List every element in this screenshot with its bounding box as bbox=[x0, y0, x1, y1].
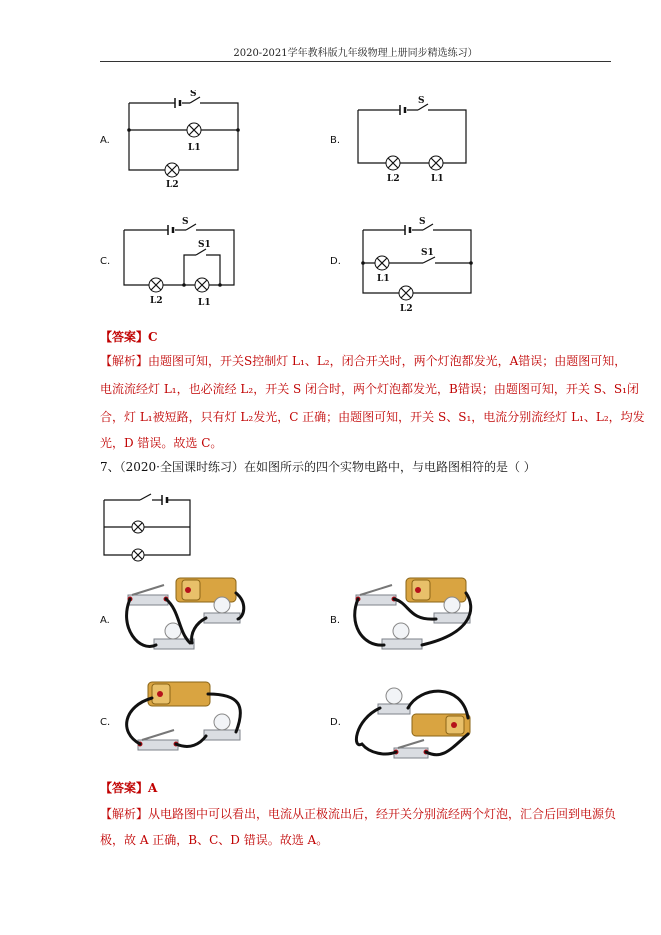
q6-b-lamp-left-label: L2 bbox=[387, 174, 400, 184]
q7-option-b-label: B. bbox=[330, 615, 341, 626]
q7-option-d-label: D. bbox=[330, 717, 341, 728]
q7-schematic bbox=[100, 485, 195, 565]
q6-option-c-label: C. bbox=[100, 256, 111, 267]
q7-photo-b bbox=[348, 573, 478, 665]
header-rule bbox=[100, 61, 611, 62]
q6-c-lamp-right-label: L1 bbox=[198, 298, 211, 308]
q6-b-lamp-right-label: L1 bbox=[431, 174, 444, 184]
q6-b-switch-label: S bbox=[418, 96, 425, 106]
q6-option-d-label: D. bbox=[330, 256, 341, 267]
page-header: 2020-2021学年教科版九年级物理上册同步精选练习） bbox=[233, 48, 478, 59]
q7-option-a-label: A. bbox=[100, 615, 110, 626]
q6-c-switch-label: S bbox=[182, 217, 189, 227]
q7-stem: 7、（2020·全国课时练习）在如图所示的四个实物电路中，与电路图相符的是（ ） bbox=[100, 460, 536, 474]
q6-analysis-line-3: 合，灯 L₁被短路，只有灯 L₂发光，C 正确；由题图可知，开关 S、S₁，电流分别流经灯 L₁、L₂，均发 bbox=[100, 410, 645, 424]
q6-d-switch-label: S bbox=[419, 217, 426, 227]
q7-answer: 【答案】A bbox=[100, 781, 158, 795]
q6-analysis-line-4: 光，D 错误。故选 C。 bbox=[100, 436, 223, 450]
q7-analysis-line-2: 极，故 A 正确，B、C、D 错误。故选 A。 bbox=[100, 833, 329, 847]
q7-option-c-label: C. bbox=[100, 717, 111, 728]
q7-photo-a bbox=[120, 573, 250, 665]
q6-d-lamp-bottom-label: L2 bbox=[400, 304, 413, 314]
q7-photo-c bbox=[120, 676, 250, 768]
q7-analysis-line-1: 【解析】从电路图中可以看出，电流从正极流出后，经开关分别流经两个灯泡，汇合后回到电源负 bbox=[100, 807, 617, 821]
q6-a-switch-label: S bbox=[190, 90, 197, 99]
q6-diagram-d bbox=[355, 215, 480, 315]
q7-photo-d bbox=[350, 680, 480, 772]
q6-diagram-a bbox=[120, 90, 250, 190]
q6-d-lamp-top-label: L1 bbox=[377, 274, 390, 284]
q6-a-lamp2-label: L2 bbox=[166, 180, 179, 190]
q6-c-lamp-left-label: L2 bbox=[150, 296, 163, 306]
q6-option-a-label: A. bbox=[100, 135, 110, 146]
q6-answer: 【答案】C bbox=[100, 330, 158, 344]
q6-option-b-label: B. bbox=[330, 135, 341, 146]
q6-analysis-line-1: 【解析】由题图可知，开关S控制灯 L₁、L₂，闭合开关时，两个灯泡都发光，A错误；由题图可知， bbox=[100, 354, 627, 368]
q6-a-lamp1-label: L1 bbox=[188, 143, 201, 153]
q6-diagram-c bbox=[118, 215, 248, 310]
q6-diagram-b bbox=[350, 95, 475, 185]
q6-d-switch2-label: S1 bbox=[421, 248, 434, 258]
q6-c-switch2-label: S1 bbox=[198, 240, 211, 250]
q6-analysis-line-2: 电流流经灯 L₁，也必流经 L₂，开关 S 闭合时，两个灯泡都发光，B错误；由题图可知，开关 S、S₁闭 bbox=[100, 382, 639, 396]
